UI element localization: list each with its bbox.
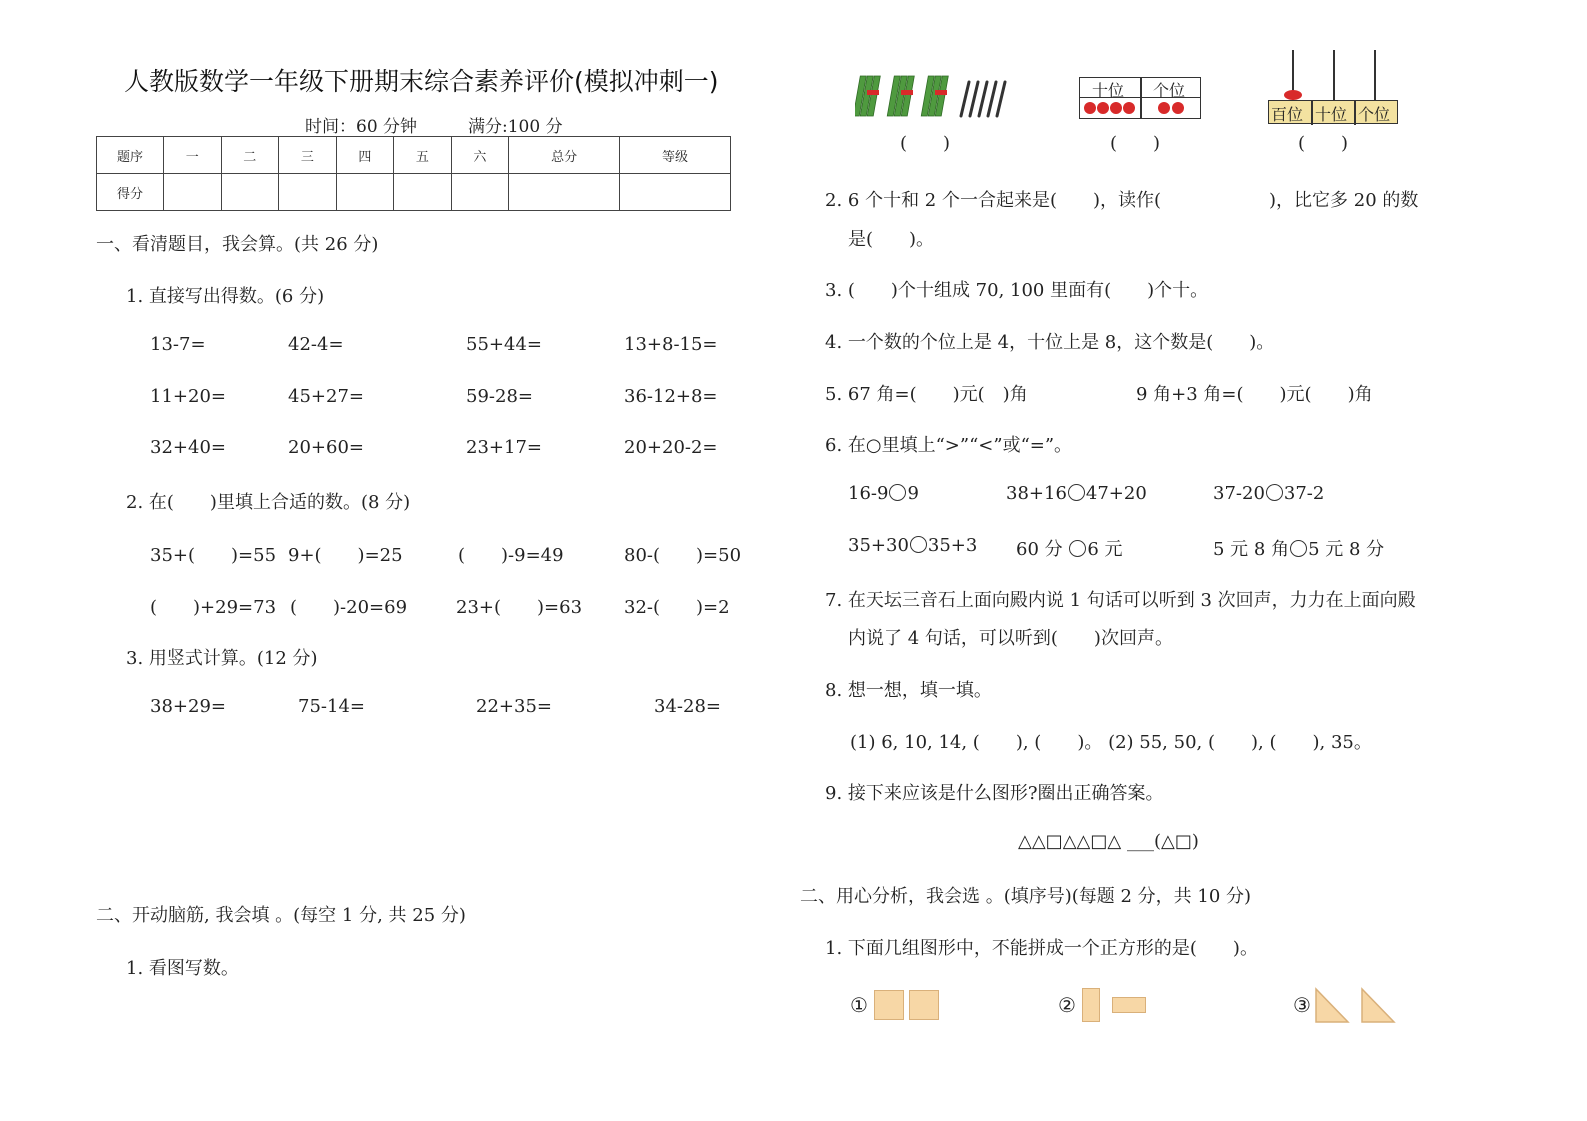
table-cell: 四 xyxy=(336,137,394,174)
compare-circle-icon[interactable] xyxy=(889,484,906,501)
stick-bundles-figure xyxy=(855,72,1015,124)
calc-item: 13-7= xyxy=(150,334,206,355)
fill-item[interactable]: 9+( )=25 xyxy=(288,545,403,566)
question-2-5a: 5. 67 角=( )元( )角 xyxy=(825,384,1028,405)
table-cell: 二 xyxy=(221,137,279,174)
table-cell: 一 xyxy=(164,137,222,174)
question-2-6: 6. 在○里填上“>”“<”或“=”。 xyxy=(825,435,1073,456)
ones-dots xyxy=(1154,100,1194,116)
tens-dots xyxy=(1082,100,1140,116)
question-2-2-cont: 是( )。 xyxy=(848,229,935,250)
table-cell: 总分 xyxy=(509,137,620,174)
calc-item: 13+8-15= xyxy=(624,334,718,355)
score-input-cell[interactable] xyxy=(451,174,509,211)
table-cell: 等级 xyxy=(620,137,731,174)
compare-item[interactable]: 5 元 8 角 5 元 8 分 xyxy=(1213,539,1385,560)
question-1-1: 1. 直接写出得数。(6 分) xyxy=(126,286,325,307)
fill-item[interactable]: ( )+29=73 xyxy=(150,597,277,618)
calc-item: 55+44= xyxy=(466,334,542,355)
compare-circle-icon[interactable] xyxy=(910,536,927,553)
compare-item[interactable]: 60 分 6 元 xyxy=(1016,539,1123,560)
score-table-score-row xyxy=(97,174,731,211)
calc-item: 20+60= xyxy=(288,437,364,458)
fill-item[interactable]: 32-( )=2 xyxy=(624,597,730,618)
sequence-items[interactable]: (1) 6, 10, 14, ( ), ( )。 (2) 55, 50, ( ), ( ), 35。 xyxy=(850,732,1372,753)
abacus xyxy=(1268,50,1398,126)
single-stick-icon xyxy=(961,82,1005,116)
question-1-2: 2. 在( )里填上合适的数。(8 分) xyxy=(126,492,411,513)
fill-item[interactable]: 35+( )=55 xyxy=(150,545,277,566)
full-score: 满分:100 分 xyxy=(468,117,563,137)
vertical-calc-item: 34-28= xyxy=(654,696,721,717)
option-3-label[interactable]: ③ xyxy=(1293,993,1311,1017)
score-input-cell[interactable] xyxy=(221,174,279,211)
question-2-2: 2. 6 个十和 2 个一合起来是( )，读作( )，比它多 20 的数 xyxy=(825,190,1419,211)
ones-label: 个位 xyxy=(1358,105,1391,124)
bead-icon xyxy=(1284,90,1302,100)
calc-item: 23+17= xyxy=(466,437,542,458)
question-2-1: 1. 看图写数。 xyxy=(126,958,239,979)
page-title: 人教版数学一年级下册期末综合素养评价(模拟冲刺一) xyxy=(124,67,719,96)
answer-blank[interactable]: ( ) xyxy=(1298,133,1349,154)
score-input-cell[interactable] xyxy=(164,174,222,211)
table-cell: 三 xyxy=(279,137,337,174)
triangle-tiles-icon xyxy=(1314,987,1398,1025)
vertical-calc-item: 38+29= xyxy=(150,696,226,717)
question-2-9: 9. 接下来应该是什么图形?圈出正确答案。 xyxy=(825,783,1164,804)
score-table-header-row xyxy=(97,137,731,174)
question-3-1: 1. 下面几组图形中，不能拼成一个正方形的是( )。 xyxy=(825,938,1258,959)
score-input-cell[interactable] xyxy=(509,174,620,211)
question-1-3: 3. 用竖式计算。(12 分) xyxy=(126,648,318,669)
option-2-label[interactable]: ② xyxy=(1058,993,1076,1017)
calc-item: 20+20-2= xyxy=(624,437,718,458)
tens-label: 十位 xyxy=(1315,105,1348,124)
fill-item[interactable]: ( )-9=49 xyxy=(458,545,564,566)
answer-blank[interactable]: ( ) xyxy=(1110,133,1161,154)
calc-item: 36-12+8= xyxy=(624,386,718,407)
compare-item[interactable]: 37-20 37-2 xyxy=(1213,483,1325,504)
score-input-cell[interactable] xyxy=(394,174,452,211)
square-tile-icon xyxy=(909,990,939,1020)
table-cell: 六 xyxy=(451,137,509,174)
compare-item[interactable]: 35+30 35+3 xyxy=(848,535,978,556)
compare-circle-icon[interactable] xyxy=(1069,540,1086,557)
score-table xyxy=(96,136,731,211)
question-2-7: 7. 在天坛三音石上面向殿内说 1 句话可以听到 3 次回声，力力在上面向殿 xyxy=(825,590,1416,611)
section-3-heading: 二、用心分析，我会选 。(填序号)(每题 2 分，共 10 分) xyxy=(800,886,1252,907)
vertical-calc-item: 75-14= xyxy=(298,696,365,717)
answer-blank[interactable]: ( ) xyxy=(900,133,951,154)
score-input-cell[interactable] xyxy=(279,174,337,211)
fill-item[interactable]: ( )-20=69 xyxy=(290,597,408,618)
hundreds-label: 百位 xyxy=(1271,105,1304,124)
section-2-heading: 二、开动脑筋, 我会填 。(每空 1 分, 共 25 分) xyxy=(96,905,466,926)
square-tile-icon xyxy=(874,990,904,1020)
compare-item[interactable]: 16-9 9 xyxy=(848,483,919,504)
shape-sequence[interactable]: △△□△△□△ ___(△□) xyxy=(1018,831,1199,852)
score-input-cell[interactable] xyxy=(336,174,394,211)
compare-item[interactable]: 38+16 47+20 xyxy=(1006,483,1147,504)
question-2-4: 4. 一个数的个位上是 4，十位上是 8，这个数是( )。 xyxy=(825,332,1275,353)
exam-time: 时间：60 分钟 xyxy=(305,117,418,137)
table-cell: 五 xyxy=(394,137,452,174)
section-1-heading: 一、看清题目，我会算。(共 26 分) xyxy=(96,234,379,255)
fill-item[interactable]: 23+( )=63 xyxy=(456,597,583,618)
option-1-label[interactable]: ① xyxy=(850,993,868,1017)
place-value-chart xyxy=(1079,77,1201,119)
table-cell: 题序 xyxy=(97,137,164,174)
rectangle-tile-icon xyxy=(1082,988,1100,1022)
question-2-8: 8. 想一想，填一填。 xyxy=(825,680,992,701)
calc-item: 59-28= xyxy=(466,386,533,407)
table-cell: 得分 xyxy=(97,174,164,211)
question-2-3: 3. ( )个十组成 70, 100 里面有( )个十。 xyxy=(825,280,1209,301)
vertical-calc-item: 22+35= xyxy=(476,696,552,717)
calc-item: 42-4= xyxy=(288,334,344,355)
rectangle-tile-icon xyxy=(1112,997,1146,1013)
calc-item: 45+27= xyxy=(288,386,364,407)
calc-item: 32+40= xyxy=(150,437,226,458)
ones-label: 个位 xyxy=(1153,81,1186,100)
question-2-5b: 9 角+3 角=( )元( )角 xyxy=(1136,384,1373,405)
bundle-of-ten-icon xyxy=(855,76,948,116)
fill-item[interactable]: 80-( )=50 xyxy=(624,545,742,566)
compare-circle-icon[interactable] xyxy=(1068,484,1085,501)
question-2-7-cont: 内说了 4 句话，可以听到( )次回声。 xyxy=(848,628,1173,649)
calc-item: 11+20= xyxy=(150,386,226,407)
compare-circle-icon[interactable] xyxy=(1266,484,1283,501)
compare-circle-icon[interactable] xyxy=(1290,540,1307,557)
score-input-cell[interactable] xyxy=(620,174,731,211)
tens-label: 十位 xyxy=(1092,81,1125,100)
